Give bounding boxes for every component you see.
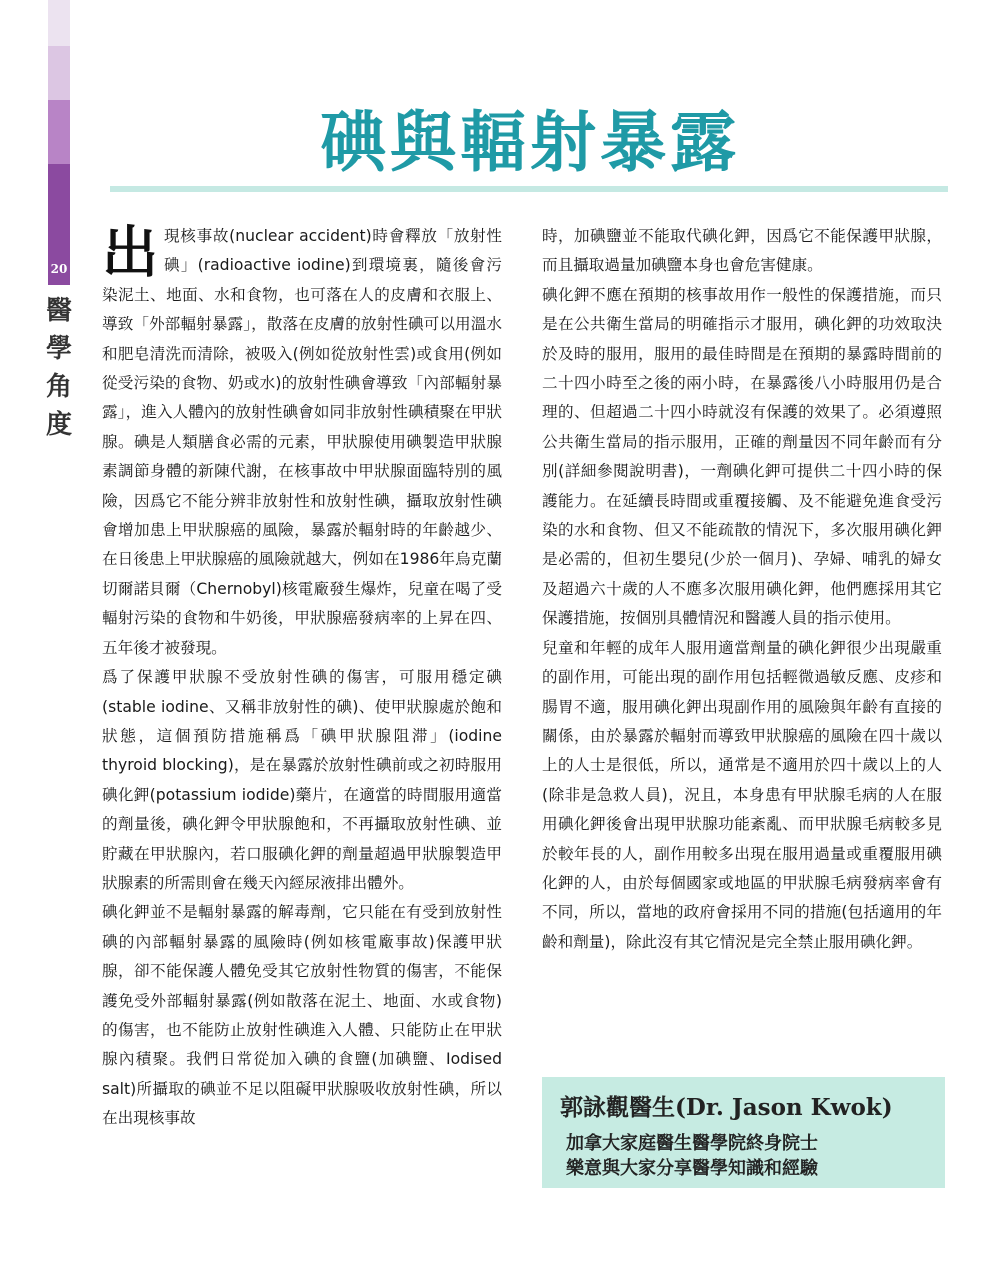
- author-box: [542, 1077, 945, 1188]
- author-name: 郭詠觀醫生(Dr. Jason Kwok): [560, 1094, 893, 1121]
- section-label-char: 學: [46, 334, 73, 364]
- article-paragraph: 爲了保護甲狀腺不受放射性碘的傷害，可服用穩定碘(stable iodine、又稱非放射性的碘)、使甲狀腺處於飽和狀態，這個預防措施稱爲「碘甲狀腺阻滞」(iodine thyroid blocking)，是在暴露於放射性碘前或之初時服用碘化鉀(potassium iodide)藥片，在適當的時間服用適當的劑量後，碘化鉀令甲狀腺飽和，不再攝取放射性碘、並貯藏在甲狀腺內，若口服碘化鉀的劑量超過甲狀腺製造甲狀腺素的所需則會在幾天內經尿液排出體外。: [102, 668, 502, 892]
- section-label-char: 角: [46, 372, 73, 402]
- section-label-char: 醫: [46, 296, 73, 326]
- side-bar-segment-medium: [48, 100, 70, 164]
- article-paragraph: 碘化鉀並不是輻射暴露的解毒劑，它只能在有受到放射性碘的內部輻射暴露的風險時(例如核電廠事故)保護甲狀腺，卻不能保護人體免受其它放射性物質的傷害，不能保護免受外部輻射暴露(例如散落在泥土、地面、水或食物)的傷害，也不能防止放射性碘進入人體、只能防止在甲狀腺內積聚。我們日常從加入碘的食鹽(加碘鹽、Iodised salt)所攝取的碘並不足以阻礙甲狀腺吸收放射性碘，所以在出現核事故: [102, 903, 502, 1128]
- article-paragraph: [102, 222, 502, 663]
- paragraph-text: 現核事故(nuclear accident)時會釋放「放射性碘」(radioactive iodine)到環境裏，隨後會污染泥土、地面、水和食物，也可落在人的皮膚和衣服上、導致「外部輻射暴露」，散落在皮膚的放射性碘可以用溫水和肥皂清洗而清除，被吸入(例如從放射性雲)或食用(例如從受污染的食物、奶或水)的放射性碘會導致「內部輻射暴露」，進入人體內的放射性碘會如同非放射性碘積聚在甲狀腺。碘是人類膳食必需的元素，甲狀腺使用碘製造甲狀腺素調節身體的新陳代謝，在核事故中甲狀腺面臨特別的風險，因爲它不能分辨非放射性和放射性碘，攝取放射性碘會增加患上甲狀腺癌的風險，暴露於輻射時的年齡越少、在日後患上甲狀腺癌的風險就越大，例如在1986年烏克蘭切爾諾貝爾（Chernobyl)核電廠發生爆炸，兒童在喝了受輻射污染的食物和牛奶後，甲狀腺癌發病率的上昇在四、五年後才被發現。: [102, 227, 502, 657]
- author-credential: 加拿大家庭醫生醫學院終身院士: [566, 1133, 818, 1154]
- section-label-char: 度: [46, 410, 73, 440]
- author-tagline: 樂意與大家分享醫學知識和經驗: [566, 1158, 818, 1179]
- side-color-bar: [48, 0, 70, 285]
- title-underline: [110, 186, 948, 192]
- article-paragraph: 兒童和年輕的成年人服用適當劑量的碘化鉀很少出現嚴重的副作用，可能出現的副作用包括輕微過敏反應、皮疹和腸胃不適，服用碘化鉀出現副作用的風險與年齡有直接的關係，由於暴露於輻射而導致甲狀腺癌的風險在四十歲以上的人士是很低，所以，通常是不適用於四十歲以上的人(除非是急救人員)，況且，本身患有甲狀腺毛病的人在服用碘化鉀後會出現甲狀腺功能紊亂、而甲狀腺毛病較多見於較年長的人，副作用較多出現在服用過量或重覆服用碘化鉀的人，由於每個國家或地區的甲狀腺毛病發病率會有不同，所以，當地的政府會採用不同的措施(包括適用的年齡和劑量)，除此沒有其它情況是完全禁止服用碘化鉀。: [542, 638, 942, 951]
- page-number: 20: [50, 262, 68, 276]
- section-label: [46, 292, 72, 444]
- drop-cap: 出: [102, 220, 158, 286]
- article-title: 碘與輻射暴露: [320, 103, 740, 181]
- side-bar-segment-lightest: [48, 0, 70, 46]
- article-column-right: [542, 222, 942, 957]
- article-paragraph: 碘化鉀不應在預期的核事故用作一般性的保護措施，而只是在公共衛生當局的明確指示才服用，碘化鉀的功效取決於及時的服用，服用的最佳時間是在預期的暴露時間前的二十四小時至之後的兩小時，在暴露後八小時服用仍是合理的、但超過二十四小時就沒有保護的效果了。必須遵照公共衛生當局的指示服用，正確的劑量因不同年齡而有分別(詳細參閱說明書)，一劑碘化鉀可提供二十四小時的保護能力。在延續長時間或重覆接觸、及不能避免進食受污染的水和食物、但又不能疏散的情況下，多次服用碘化鉀是必需的，但初生嬰兒(少於一個月)、孕婦、哺乳的婦女及超過六十歲的人不應多次服用碘化鉀，他們應採用其它保護措施，按個別具體情況和醫護人員的指示使用。: [542, 285, 942, 628]
- article-paragraph: 時，加碘鹽並不能取代碘化鉀，因爲它不能保護甲狀腺，而且攝取過量加碘鹽本身也會危害健康。: [542, 227, 942, 275]
- side-bar-segment-light: [48, 46, 70, 100]
- article-column-left: [102, 222, 502, 1134]
